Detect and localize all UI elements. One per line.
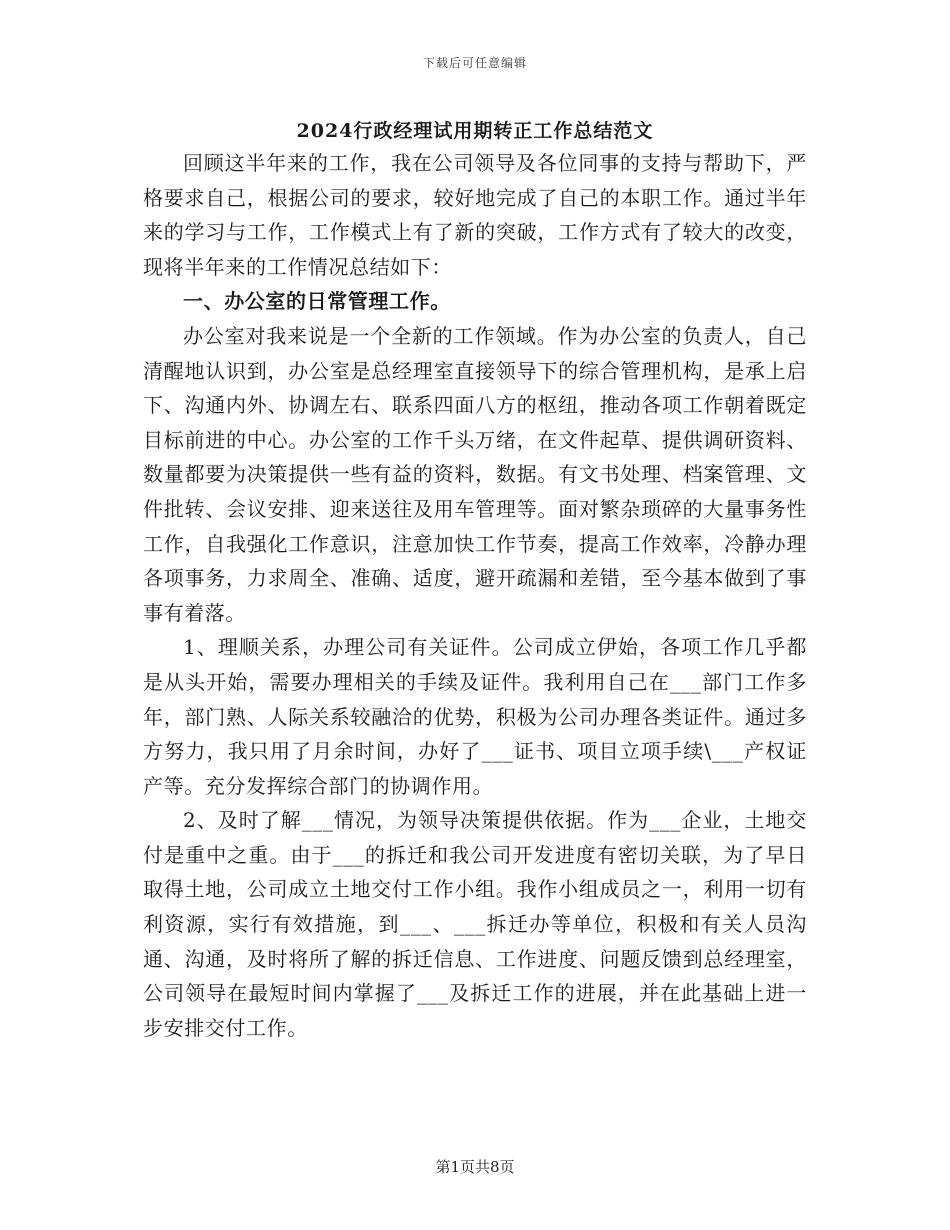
section-heading: 一、办公室的日常管理工作。 [183,289,451,314]
paragraph-intro: 回顾这半年来的工作，我在公司领导及各位同事的支持与帮助下，严格要求自己，根据公司的要求，较好地完成了自己的本职工作。通过半年来的学习与工作，工作模式上有了新的突破，工作方式有了较大的改变，现将半年来的工作情况总结如下： [143,151,807,279]
paragraph-item-2: 2、及时了解___情况，为领导决策提供依据。作为___企业，土地交付是重中之重。由于___的拆迁和我公司开发进度有密切关联，为了早日取得土地，公司成立土地交付工作小组。我作小组成员之一，利用一切有利资源，实行有效措施，到___、___拆迁办等单位，积极和有关人员沟通、沟通，及时将所了解的拆迁信息、工作进度、问题反馈到总经理室，公司领导在最短时间内掌握了___及拆迁工作的进展，并在此基础上进一步安排交付工作。 [143,808,807,1040]
page-footer: 第1页共8页 [435,1158,515,1176]
header-note: 下载后可任意编辑 [422,56,527,70]
document-body [143,146,807,1045]
document-title: 2024行政经理试用期转正工作总结范文 [296,120,654,142]
paragraph-item-1: 1、理顺关系，办理公司有关证件。公司成立伊始，各项工作几乎都是从头开始，需要办理相关的手续及证件。我利用自己在___部门工作多年，部门熟、人际关系较融洽的优势，积极为公司办理各类证件。通过多方努力，我只用了月余时间，办好了___证书、项目立项手续\___产权证产等。充分发挥综合部门的协调作用。 [143,635,807,798]
paragraph-office-management: 办公室对我来说是一个全新的工作领域。作为办公室的负责人，自己清醒地认识到，办公室是总经理室直接领导下的综合管理机构，是承上启下、沟通内外、协调左右、联系四面八方的枢纽，推动各项工作朝着既定目标前进的中心。办公室的工作千头万绪，在文件起草、提供调研资料、数量都要为决策提供一些有益的资料，数据。有文书处理、档案管理、文件批转、会议安排、迎来送往及用车管理等。面对繁杂琐碎的大量事务性工作，自我强化工作意识，注意加快工作节奏，提高工作效率，冷静办理各项事务，力求周全、准确、适度，避开疏漏和差错，至今基本做到了事事有着落。 [143,323,807,625]
